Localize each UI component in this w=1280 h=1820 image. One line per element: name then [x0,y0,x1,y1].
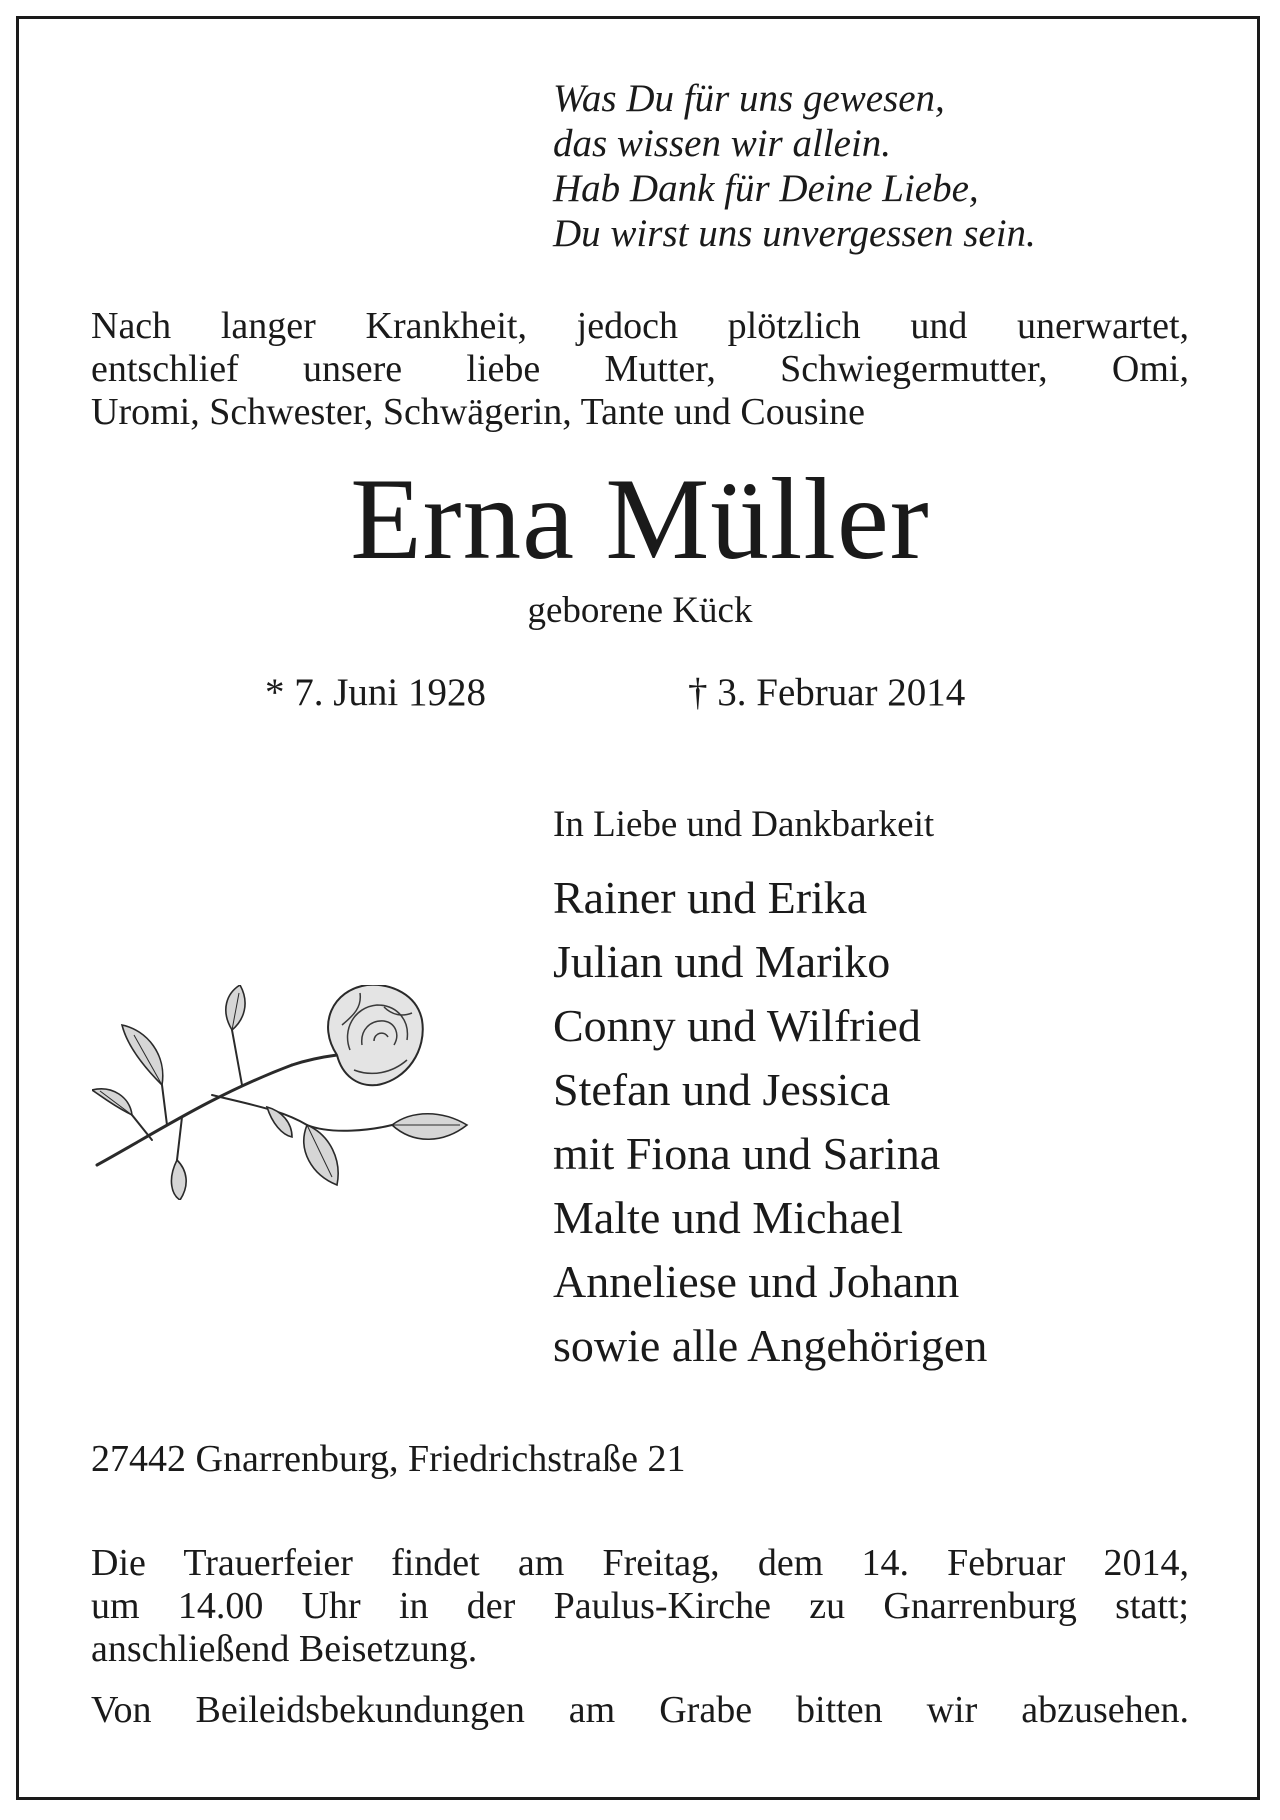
mourner-entry: sowie alle Angehörigen [553,1320,988,1371]
maiden-name: geborene Kück [527,590,753,631]
mourners-list [553,866,987,1378]
birth-date: * 7. Juni 1928 [265,671,487,714]
verse-line: das wissen wir allein. [553,122,892,165]
verse-line: Was Du für uns gewesen, [553,77,945,120]
death-date: † 3. Februar 2014 [688,671,966,714]
memorial-verse [553,76,1036,256]
funeral-service-info [91,1542,1189,1671]
service-line: Die Trauerfeier findet am Freitag, dem 14. Februar 2014, [91,1542,1189,1584]
service-line: anschließend Beisetzung. [91,1628,478,1670]
mourner-entry: Julian und Mariko [553,936,891,987]
service-line: um 14.00 Uhr in der Paulus-Kirche zu Gnarrenburg statt; [91,1585,1189,1627]
mourner-entry: Conny und Wilfried [553,1000,921,1051]
announcement-line: Nach langer Krankheit, jedoch plötzlich und unerwartet, [91,305,1189,347]
address: 27442 Gnarrenburg, Friedrichstraße 21 [91,1438,686,1480]
rose-illustration [92,985,502,1200]
deceased-name: Erna Müller [350,455,930,584]
announcement-line: entschlief unsere liebe Mutter, Schwiegermutter, Omi, [91,348,1189,390]
mourner-entry: Rainer und Erika [553,872,868,923]
verse-line: Du wirst uns unvergessen sein. [553,212,1036,255]
mourner-entry: Anneliese und Johann [553,1256,960,1307]
verse-line: Hab Dank für Deine Liebe, [553,167,979,210]
condolence-note: Von Beileidsbekundungen am Grabe bitten wir abzusehen. [91,1689,1189,1731]
announcement-line: Uromi, Schwester, Schwägerin, Tante und Cousine [91,391,865,433]
mourner-entry: Stefan und Jessica [553,1064,891,1115]
mourner-entry: Malte und Michael [553,1192,904,1243]
dedication-line: In Liebe und Dankbarkeit [553,804,935,845]
mourner-entry: mit Fiona und Sarina [553,1128,941,1179]
announcement-text [91,305,1189,434]
